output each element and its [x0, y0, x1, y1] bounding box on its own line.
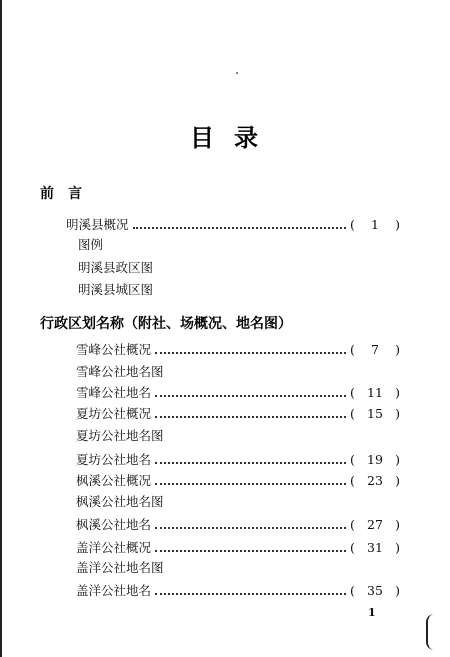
toc-entry[interactable] [76, 470, 400, 490]
toc-page-number: ( 27 ) [350, 516, 400, 532]
toc-entry[interactable] [76, 425, 164, 445]
toc-entry[interactable] [76, 580, 400, 600]
dot-leader [155, 394, 346, 397]
toc-entry-label: 盖洋公社地名 [76, 583, 152, 598]
dot-leader [155, 549, 346, 552]
toc-entry[interactable] [66, 214, 400, 234]
dot-leader [155, 592, 346, 595]
dot-leader [133, 226, 346, 229]
dot-leader [155, 526, 346, 529]
page-title [0, 118, 450, 153]
toc-entry[interactable] [76, 382, 400, 402]
toc-entry-label: 夏坊公社地名图 [76, 428, 164, 443]
toc-entry[interactable] [78, 234, 103, 254]
toc-entry-label: 雪峰公社地名图 [76, 364, 164, 379]
scan-edge-line [0, 0, 2, 657]
toc-page-number: ( 19 ) [350, 451, 400, 467]
toc-entry[interactable] [78, 257, 153, 277]
toc-entry-label: 雪峰公社概况 [76, 342, 152, 357]
toc-entry-label: 枫溪公社地名 [76, 517, 152, 532]
toc-entry[interactable] [76, 403, 400, 423]
toc-page-number: ( 7 ) [350, 341, 400, 357]
dot-leader [155, 415, 346, 418]
dot-leader [155, 351, 346, 354]
toc-page-number: ( 1 ) [350, 216, 400, 232]
toc-entry[interactable] [76, 361, 164, 381]
scan-bracket-mark [426, 614, 436, 650]
toc-entry-label: 明溪县概况 [66, 217, 129, 232]
toc-entry[interactable] [76, 557, 164, 577]
toc-entry[interactable] [78, 279, 153, 299]
toc-entry-label: 枫溪公社地名图 [76, 494, 164, 509]
title-char-right: 录 [234, 124, 260, 152]
toc-entry[interactable] [76, 449, 400, 469]
toc-entry-label: 枫溪公社概况 [76, 473, 152, 488]
toc-page-number: ( 31 ) [350, 539, 400, 555]
section-heading-preface: 前言 [40, 186, 96, 202]
toc-entry-label: 夏坊公社地名 [76, 452, 152, 467]
toc-entry-label: 盖洋公社地名图 [76, 560, 164, 575]
toc-page-number: ( 11 ) [350, 384, 400, 400]
toc-entry[interactable] [76, 537, 400, 557]
title-char-left: 目 [190, 124, 216, 152]
section-heading-admin: 行政区划名称（附社、场概况、地名图） [40, 316, 292, 332]
page-folio: 1 [368, 606, 376, 619]
toc-entry-label: 图例 [78, 237, 104, 252]
toc-entry-label: 明溪县政区图 [78, 260, 154, 275]
scan-speck [236, 72, 238, 74]
toc-page-number: ( 23 ) [350, 472, 400, 488]
dot-leader [155, 461, 346, 464]
dot-leader [155, 482, 346, 485]
toc-page-number: ( 15 ) [350, 405, 400, 421]
toc-entry-label: 夏坊公社概况 [76, 406, 152, 421]
toc-entry[interactable] [76, 514, 400, 534]
toc-page-number: ( 35 ) [350, 582, 400, 598]
toc-entry[interactable] [76, 339, 400, 359]
toc-entry[interactable] [76, 491, 164, 511]
toc-entry-label: 雪峰公社地名 [76, 385, 152, 400]
toc-entry-label: 盖洋公社概况 [76, 540, 152, 555]
toc-entry-label: 明溪县城区图 [78, 282, 154, 297]
